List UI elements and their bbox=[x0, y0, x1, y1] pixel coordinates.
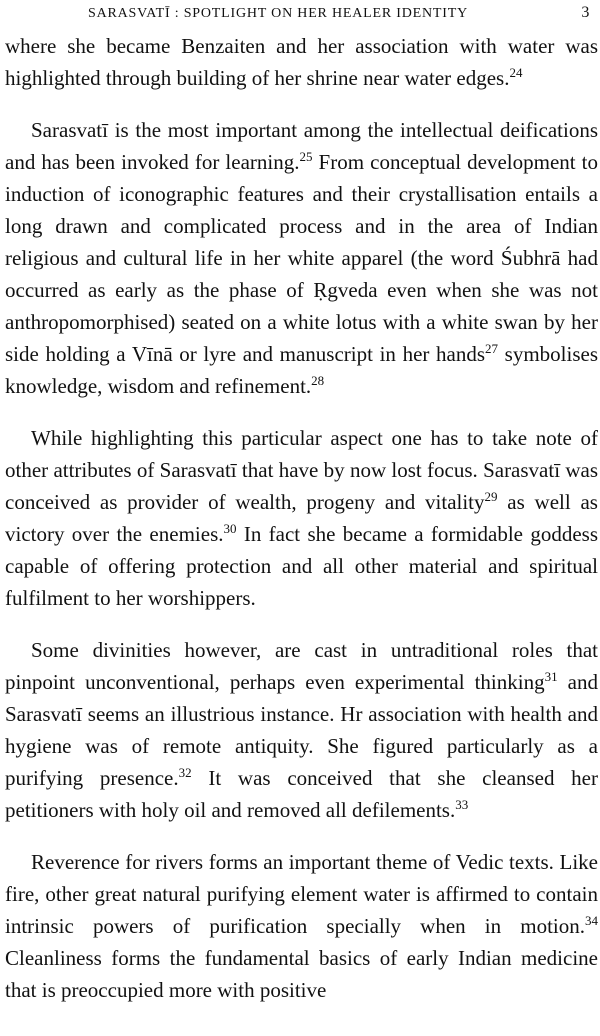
running-title: SARASVATĪ : SPOTLIGHT ON HER HEALER IDENTITY bbox=[88, 6, 469, 21]
footnote-marker: 27 bbox=[485, 341, 499, 356]
text-run: It was conceived that she cleansed her petitioners with holy oil and removed all defilements. bbox=[5, 766, 598, 822]
text-run: In fact she became a formidable goddess capable of offering protection and all other material and spiritual fulfilment to her worshippers. bbox=[5, 522, 598, 610]
text-run: While highlighting this particular aspect one has to take note of other attributes of Sarasvatī that have by now lost focus. Sarasvatī was conceived as provider of wealth, progeny and vitality bbox=[5, 426, 598, 514]
paragraph bbox=[5, 634, 598, 826]
text-run: Cleanliness forms the fundamental basics of early Indian medicine that is preoccupied more with positive bbox=[5, 946, 598, 1002]
text-run: symbolises knowledge, wisdom and refinement. bbox=[5, 342, 598, 398]
footnote-marker: 24 bbox=[509, 65, 523, 80]
paragraph bbox=[5, 30, 598, 94]
footnote-marker: 32 bbox=[178, 765, 192, 780]
footnote-marker: 28 bbox=[311, 373, 325, 388]
paragraph bbox=[5, 422, 598, 614]
footnote-marker: 30 bbox=[223, 521, 237, 536]
text-run: where she became Benzaiten and her association with water was highlighted through building of her shrine near water edges. bbox=[5, 34, 598, 90]
footnote-marker: 29 bbox=[484, 489, 498, 504]
body-text bbox=[5, 30, 598, 1006]
text-run: Some divinities however, are cast in untraditional roles that pinpoint unconventional, perhaps even experimental thinking bbox=[5, 638, 598, 694]
running-header bbox=[5, 0, 598, 30]
footnote-marker: 31 bbox=[544, 669, 558, 684]
paragraph bbox=[5, 114, 598, 402]
paragraph bbox=[5, 846, 598, 1006]
text-run: Reverence for rivers forms an important theme of Vedic texts. Like fire, other great natural purifying element water is affirmed to contain intrinsic powers of purification specially when in motion. bbox=[5, 850, 598, 938]
text-run: and Sarasvatī seems an illustrious instance. Hr association with health and hygiene was of remote antiquity. She figured particularly as a purifying presence. bbox=[5, 670, 598, 790]
footnote-marker: 33 bbox=[455, 797, 469, 812]
text-run: Sarasvatī is the most important among the intellectual deifications and has been invoked for learning. bbox=[5, 118, 598, 174]
footnote-marker: 34 bbox=[585, 913, 598, 928]
footnote-marker: 25 bbox=[299, 149, 313, 164]
text-run: From conceptual development to induction of iconographic features and their crystallisation entails a long drawn and complicated process and in the area of Indian religious and cultural life in her white apparel (the word Śubhrā had occurred as early as the phase of Ṛgveda even when she was not anthropomorphised) seated on a white lotus with a white swan by her side holding a Vīnā or lyre and manuscript in her hands bbox=[5, 150, 599, 366]
page-number: 3 bbox=[581, 4, 590, 21]
text-run: as well as victory over the enemies. bbox=[5, 490, 598, 546]
